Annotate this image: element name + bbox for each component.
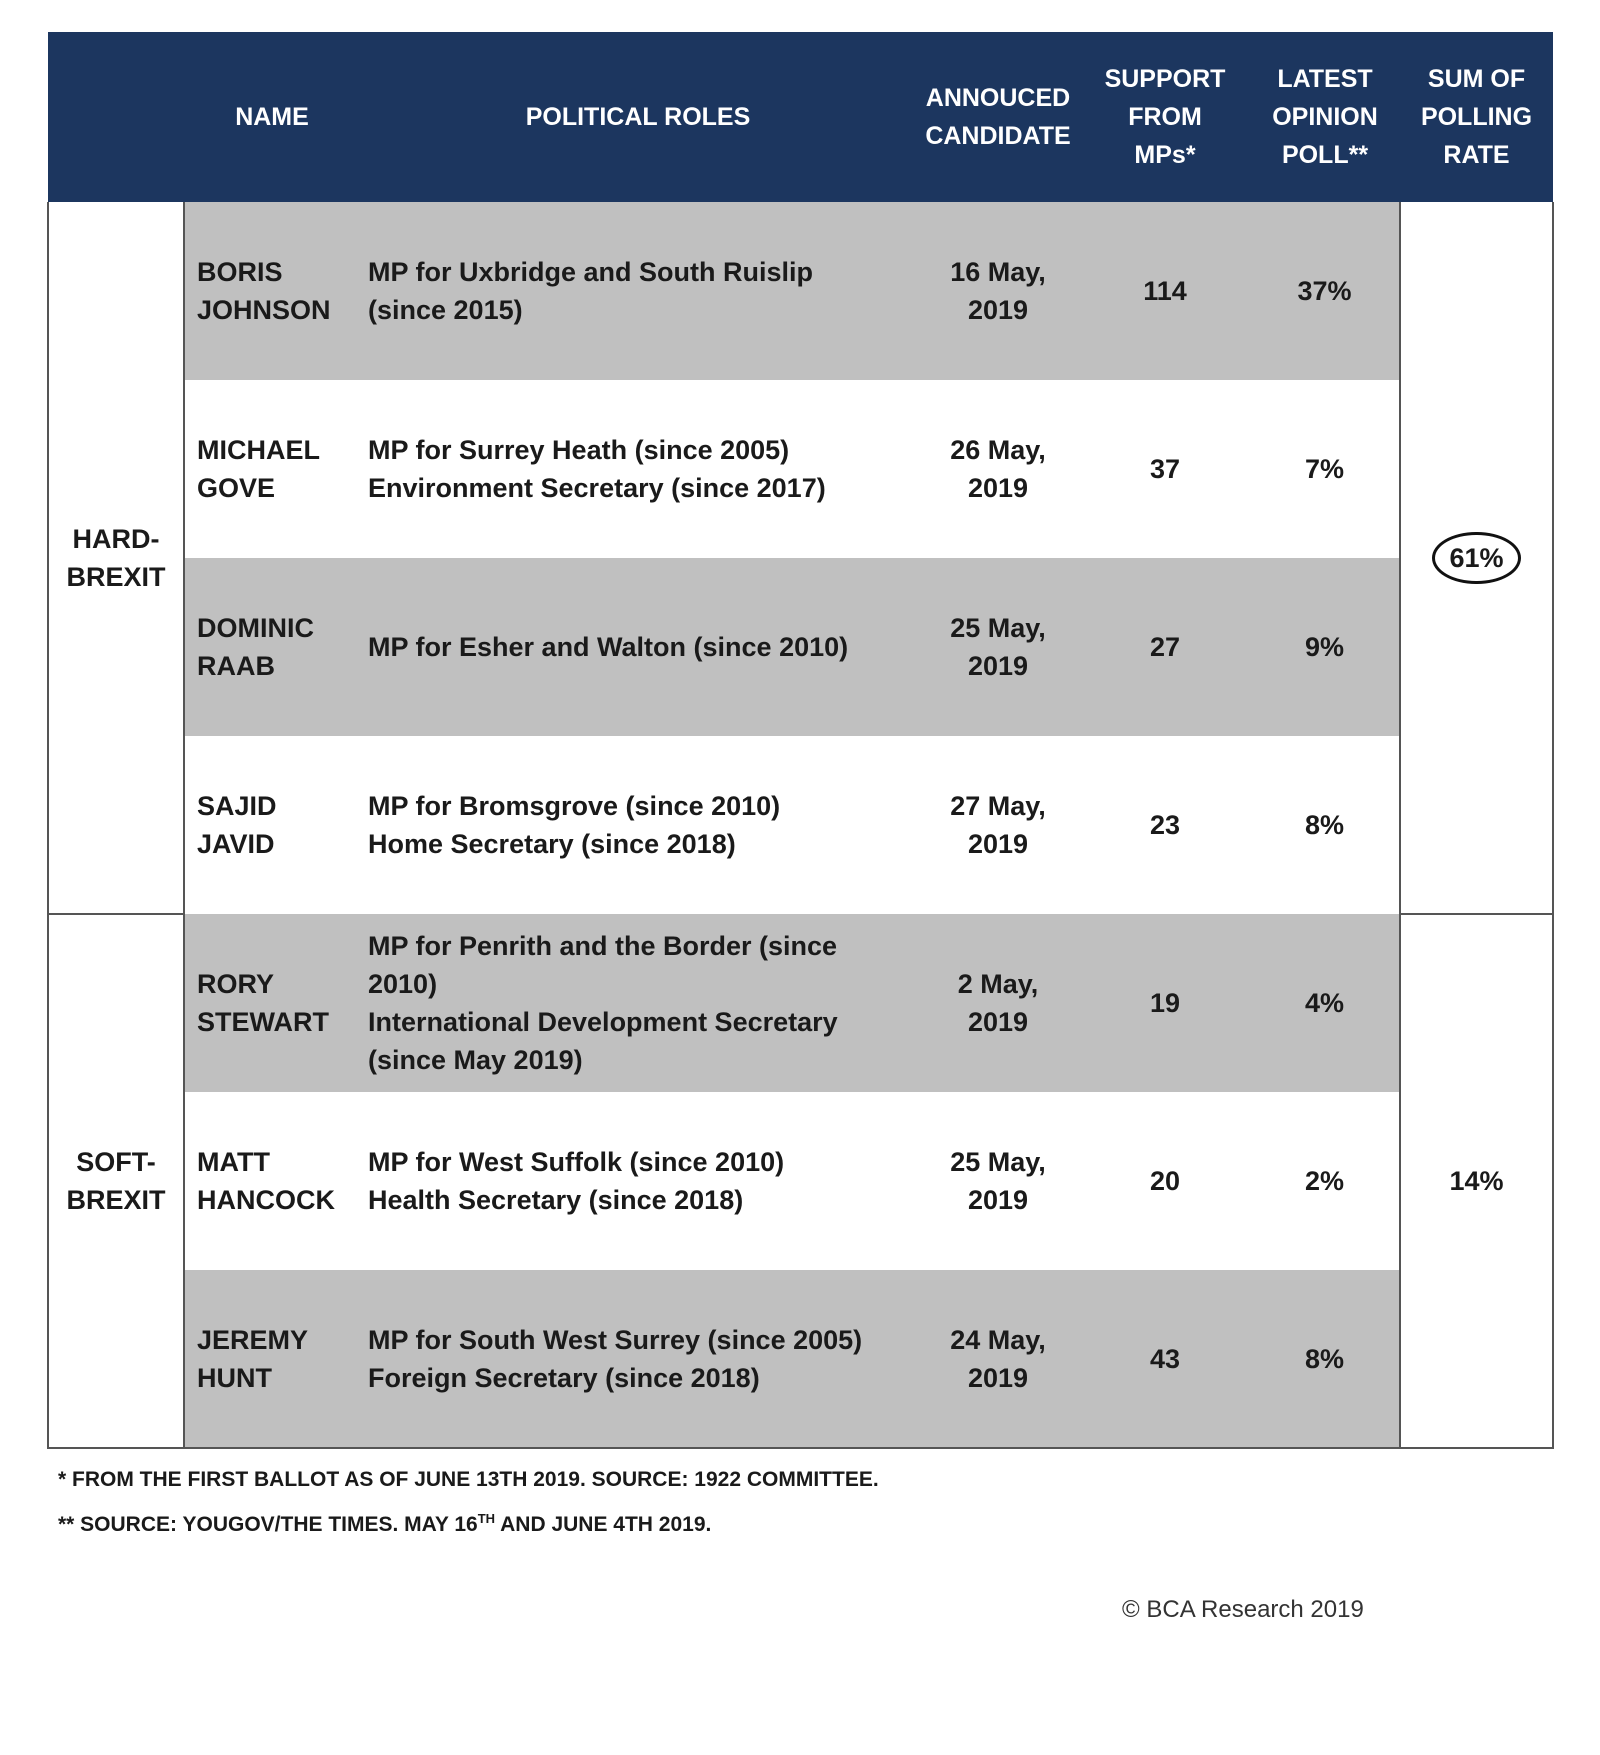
candidate-roles: MP for Esher and Walton (since 2010) [360,558,916,736]
header-roles: POLITICAL ROLES [360,32,916,202]
candidate-roles: MP for South West Surrey (since 2005) Foreign Secretary (since 2018) [360,1270,916,1448]
sum-soft-brexit: 14% [1400,914,1553,1448]
candidate-roles: MP for Bromsgrove (since 2010) Home Secretary (since 2018) [360,736,916,914]
table-row [48,1092,1553,1270]
candidate-name: MICHAEL GOVE [184,380,360,558]
mp-support: 27 [1080,558,1250,736]
candidate-roles: MP for Uxbridge and South Ruislip (since 2015) [360,202,916,380]
copyright-notice: © BCA Research 2019 [1122,1596,1364,1623]
candidates-table [47,32,1554,1449]
opinion-poll: 4% [1250,914,1400,1092]
candidates-table-wrapper [47,32,1552,1449]
sum-hard-brexit [1400,202,1553,914]
opinion-poll: 9% [1250,558,1400,736]
mp-support: 37 [1080,380,1250,558]
header-row [48,32,1553,202]
group-hard-brexit: HARD- BREXIT [48,202,184,914]
mp-support: 20 [1080,1092,1250,1270]
candidate-roles: MP for Penrith and the Border (since 2010) International Development Secretary (since May 2019) [360,914,916,1092]
candidate-name: RORY STEWART [184,914,360,1092]
candidate-roles: MP for Surrey Heath (since 2005) Environment Secretary (since 2017) [360,380,916,558]
opinion-poll: 7% [1250,380,1400,558]
candidate-name: BORIS JOHNSON [184,202,360,380]
table-row [48,914,1553,1092]
opinion-poll: 2% [1250,1092,1400,1270]
candidate-name: DOMINIC RAAB [184,558,360,736]
header-sum: SUM OF POLLING RATE [1400,32,1553,202]
announced-date: 24 May, 2019 [916,1270,1080,1448]
table-row [48,736,1553,914]
announced-date: 16 May, 2019 [916,202,1080,380]
opinion-poll: 8% [1250,1270,1400,1448]
candidate-name: JEREMY HUNT [184,1270,360,1448]
header-poll: LATEST OPINION POLL** [1250,32,1400,202]
opinion-poll: 8% [1250,736,1400,914]
highlight-ring: 61% [1432,532,1520,584]
announced-date: 26 May, 2019 [916,380,1080,558]
announced-date: 27 May, 2019 [916,736,1080,914]
footnote-source: ** SOURCE: YOUGOV/THE TIMES. MAY 16TH AND JUNE 4TH 2019. [58,1511,712,1536]
mp-support: 114 [1080,202,1250,380]
candidate-name: MATT HANCOCK [184,1092,360,1270]
table-row [48,202,1553,380]
mp-support: 23 [1080,736,1250,914]
footnote-ballot: * FROM THE FIRST BALLOT AS OF JUNE 13TH 2019. SOURCE: 1922 COMMITTEE. [58,1468,879,1491]
header-group [48,32,184,202]
mp-support: 19 [1080,914,1250,1092]
header-name: NAME [184,32,360,202]
header-announced: ANNOUCED CANDIDATE [916,32,1080,202]
candidate-name: SAJID JAVID [184,736,360,914]
table-row [48,380,1553,558]
announced-date: 25 May, 2019 [916,558,1080,736]
header-support: SUPPORT FROM MPs* [1080,32,1250,202]
mp-support: 43 [1080,1270,1250,1448]
announced-date: 25 May, 2019 [916,1092,1080,1270]
candidate-roles: MP for West Suffolk (since 2010) Health Secretary (since 2018) [360,1092,916,1270]
announced-date: 2 May, 2019 [916,914,1080,1092]
table-row [48,1270,1553,1448]
group-soft-brexit: SOFT- BREXIT [48,914,184,1448]
opinion-poll: 37% [1250,202,1400,380]
table-row [48,558,1553,736]
